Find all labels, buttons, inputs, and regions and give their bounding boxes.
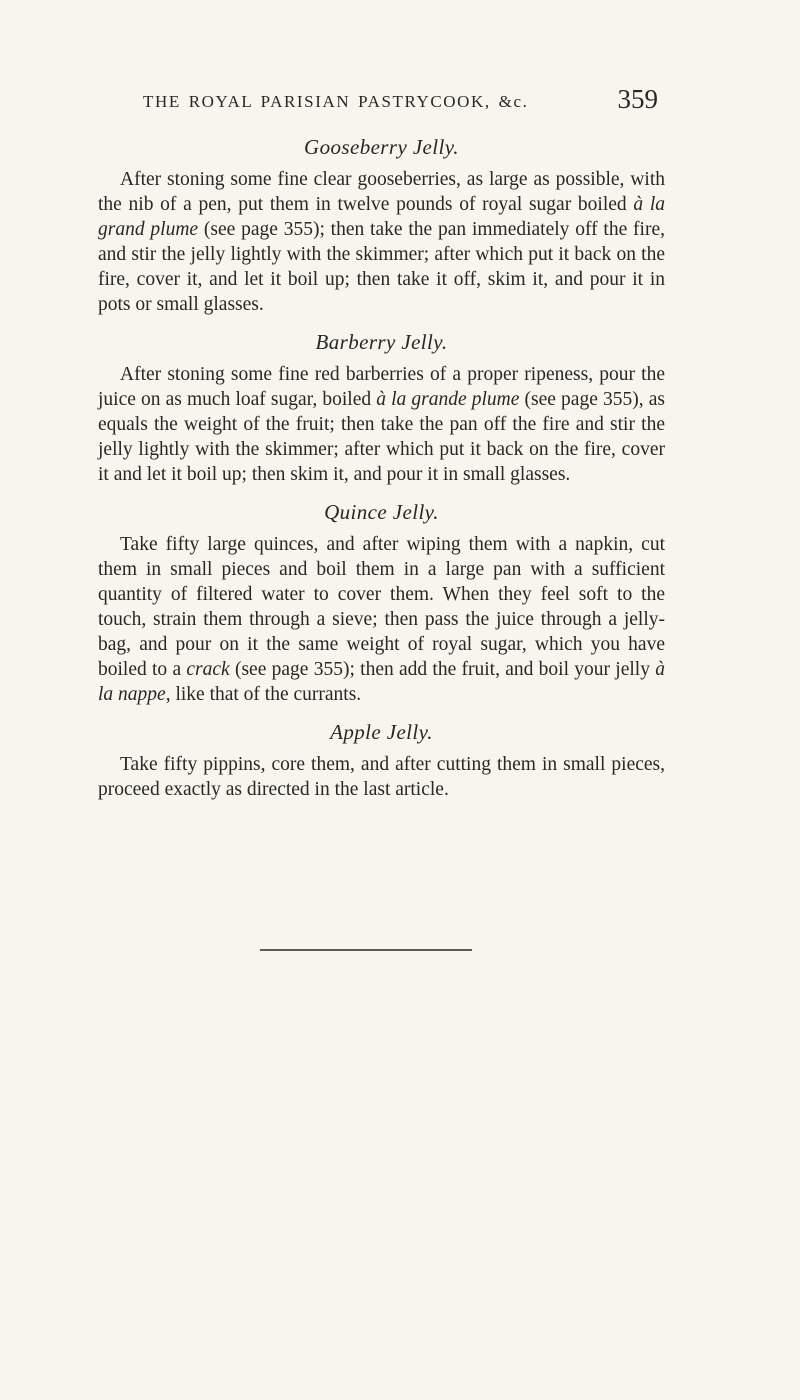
paragraph-text: Take fifty pippins, core them, and after cutting them in small pieces, proceed exactly as directed in the last article. (98, 754, 665, 800)
running-head (143, 86, 658, 120)
paragraph-text: (see page 355); then take the pan immediately off the fire, and stir the jelly lightly with the skimmer; after which put it back on the fire, cover it, and let it boil up; then take it off, skim it, and pour it in pots or small glasses. (98, 219, 665, 315)
paragraph-text: (see page 355); then add the fruit, and boil your jelly (229, 659, 656, 680)
paragraph-text: (see page 355), as equals the weight of the fruit; then take the pan off the fire and stir the jelly lightly with the skimmer; after which put it back on the fire, cover it and let it boil up; then skim it, and pour it in small glasses. (98, 389, 665, 485)
running-title: THE ROYAL PARISIAN PASTRYCOOK, &c. (143, 92, 529, 111)
gooseberry-jelly-heading: Gooseberry Jelly. (304, 135, 459, 159)
page-number: 359 (617, 84, 658, 114)
paragraph-text: , like that of the currants. (165, 684, 362, 705)
italic-term: crack (186, 659, 230, 680)
quince-jelly-paragraph (98, 532, 665, 707)
quince-jelly-heading: Quince Jelly. (324, 500, 439, 524)
barberry-jelly-heading: Barberry Jelly. (315, 330, 448, 354)
italic-term: à la nappe (98, 659, 665, 705)
apple-jelly-paragraph (98, 752, 665, 802)
paragraph-text: After stoning some fine red barberries of a proper ripeness, pour the juice on as much loaf sugar, boiled (98, 364, 665, 410)
page-content (98, 135, 665, 815)
italic-term: à la grand plume (98, 194, 665, 240)
italic-term: à la grande plume (376, 389, 520, 410)
paragraph-text: After stoning some fine clear gooseberries, as large as possible, with the nib of a pen, put them in twelve pounds of royal sugar boiled (98, 169, 665, 215)
barberry-jelly-paragraph (98, 362, 665, 487)
apple-jelly-heading: Apple Jelly. (330, 720, 433, 744)
gooseberry-jelly-paragraph (98, 167, 665, 317)
paragraph-text: Take fifty large quinces, and after wiping them with a napkin, cut them in small pieces and boil them in a large pan with a sufficient quantity of filtered water to cover them. When they feel soft to the touch, strain them through a sieve; then pass the juice through a jelly-bag, and pour on it the same weight of royal sugar, which you have boiled to a (98, 534, 665, 680)
section-divider-rule (260, 949, 472, 951)
